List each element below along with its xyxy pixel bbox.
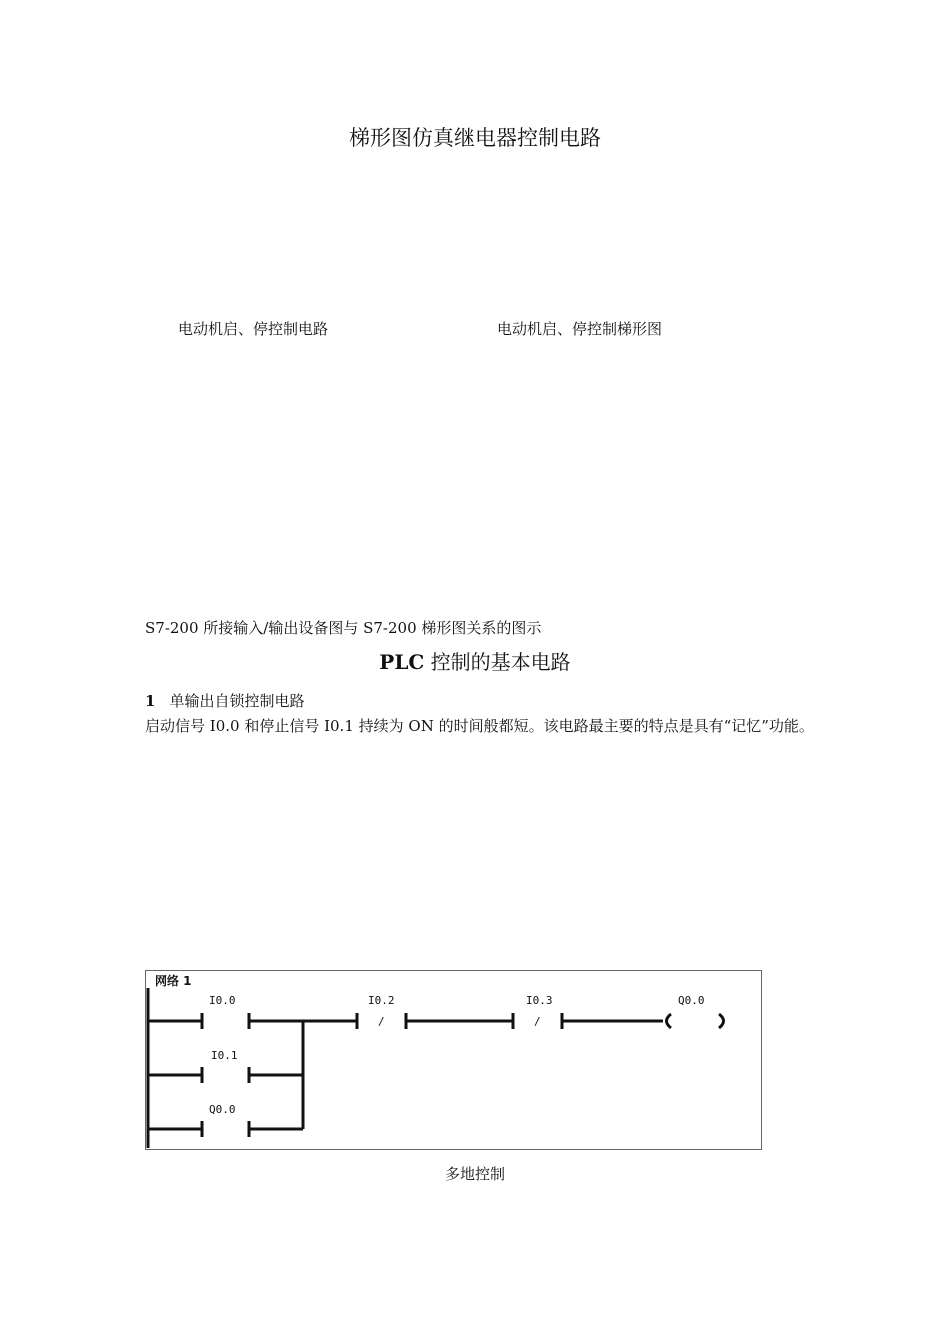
section-title-bold: PLC xyxy=(379,650,425,674)
subsection-title: 单输出自锁控制电路 xyxy=(169,692,305,710)
ladder-frame xyxy=(146,971,762,1150)
coil-label-q00: Q0.0 xyxy=(678,994,705,1007)
subsection-heading xyxy=(145,690,304,711)
network-label: 网络 1 xyxy=(155,974,192,988)
figure-caption: S7-200 所接输入/输出设备图与 S7-200 梯形图关系的图示 xyxy=(145,619,542,637)
contact-label-i02: I0.2 xyxy=(368,994,395,1007)
description-paragraph: 启动信号 I0.0 和停止信号 I0.1 持续为 ON 的时间般都短。该电路最主要的特点是具有“记忆”功能。 xyxy=(145,717,814,735)
nc-slash-i02: / xyxy=(378,1015,385,1028)
contact-label-i00: I0.0 xyxy=(209,994,236,1007)
section-title xyxy=(0,646,950,675)
subsection-number: 1 xyxy=(145,692,156,710)
caption-motor-circuit: 电动机启、停控制电路 xyxy=(178,320,329,338)
document-title: 梯形图仿真继电器控制电路 xyxy=(349,126,601,150)
contact-label-i01: I0.1 xyxy=(211,1049,238,1062)
contact-label-i03: I0.3 xyxy=(526,994,553,1007)
caption-motor-ladder: 电动机启、停控制梯形图 xyxy=(497,320,663,338)
contact-label-q00: Q0.0 xyxy=(209,1103,236,1116)
ladder-diagram xyxy=(145,970,762,1150)
bottom-caption: 多地控制 xyxy=(444,1165,505,1183)
nc-slash-i03: / xyxy=(534,1015,541,1028)
section-title-rest: 控制的基本电路 xyxy=(424,650,571,674)
